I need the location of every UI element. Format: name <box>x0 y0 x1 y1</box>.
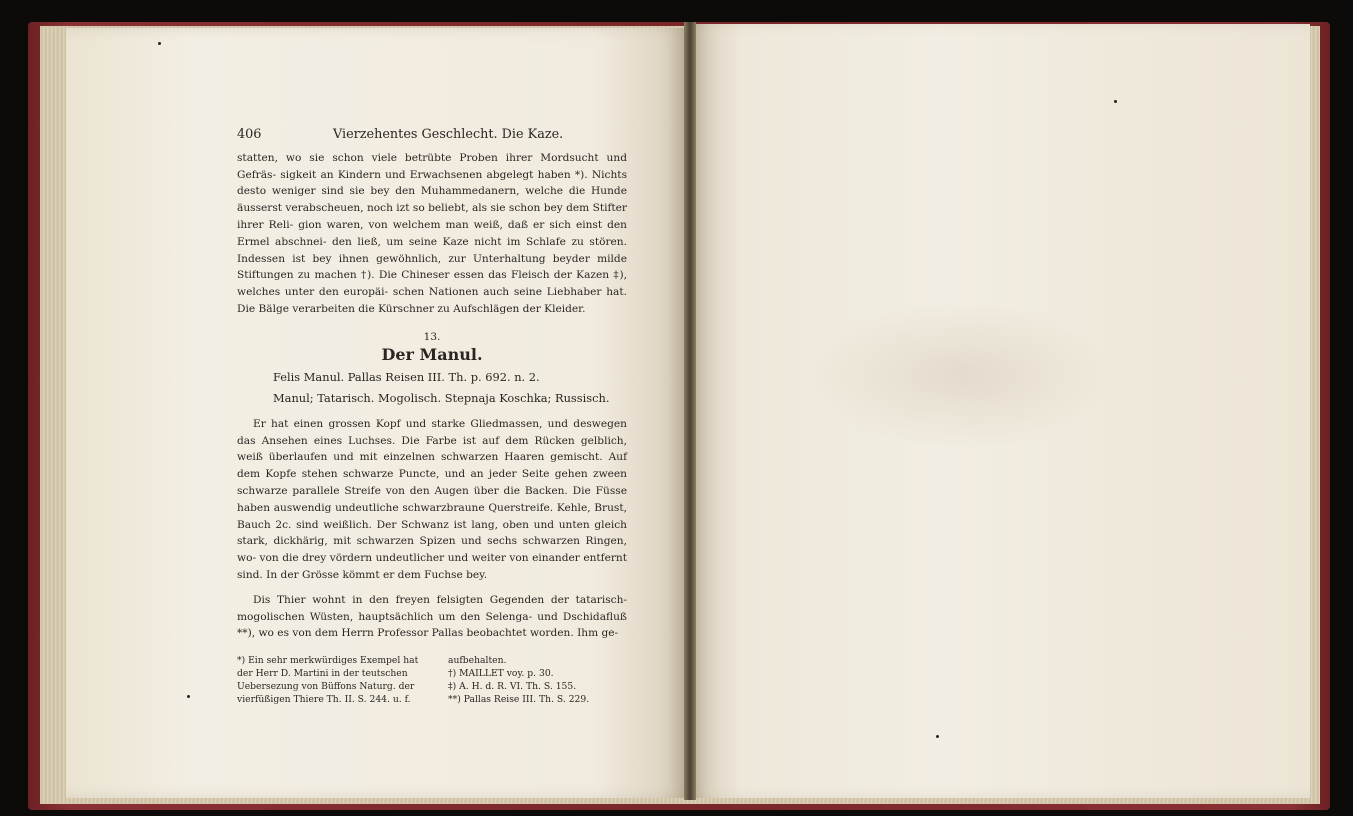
synonym-line: Manul; Tatarisch. Mogolisch. Stepnaja Koschka; Russisch. <box>273 390 610 405</box>
text-line: Er hat einen grossen Kopf und starke Gliedmassen, und deswegen <box>253 417 627 430</box>
text-line: ihnen gewöhnlich, zur Unterhaltung beyder milde Stiftungen zu machen †). <box>237 252 627 282</box>
footnote-line: *) Ein sehr merkwürdiges Exempel hat <box>237 655 419 667</box>
text-line: schen Nationen auch seine Liebhaber hat. Die Bälge verarbeiten die <box>237 286 628 315</box>
text-line: das Ansehen eines Luchses. Die Farbe ist auf dem Rücken gelblich, <box>237 434 627 447</box>
speck <box>936 735 939 738</box>
book-gutter <box>684 22 696 800</box>
text-line: schwarze parallele Streife von den Augen über die Backen. Die Füsse <box>237 484 627 497</box>
text-line: von die drey vördern undeutlicher und weiter von einander entfernt sind. <box>237 552 627 581</box>
text-line: weiß überlaufen und mit einzelnen schwarzen Haaren gemischt. Auf <box>237 451 627 464</box>
running-header <box>237 127 627 144</box>
speck <box>1114 100 1117 103</box>
text-line: Bauch 2c. sind weißlich. Der Schwanz ist lang, oben und unten gleich <box>237 518 627 531</box>
text-line: wo es von dem Herrn Professor Pallas beobachtet worden. Ihm ge- <box>258 627 619 640</box>
text-line: In der Grösse kömmt er dem Fuchse bey. <box>266 568 488 581</box>
habitat-paragraph <box>237 592 627 642</box>
footnote-line: †) MAILLET voy. p. 30. <box>448 668 554 680</box>
footnote-line: **) Pallas Reise III. Th. S. 229. <box>448 694 590 706</box>
text-line: mogolischen Wüsten, hauptsächlich um den Selenga- und Dschidafluß **), <box>237 610 627 640</box>
section-title: Der Manul. <box>381 344 483 364</box>
paragraph-1 <box>237 150 627 318</box>
footnote-line: der Herr D. Martini in der teutschen <box>237 668 408 680</box>
text-line: sigkeit an Kindern und Erwachsenen abgelegt haben *). Nichts desto <box>237 168 627 198</box>
footnotes-left <box>237 654 432 706</box>
text-line: verabscheuen, noch izt so beliebt, als sie schon bey dem Stifter ihrer Reli- <box>237 202 627 231</box>
footnote-line: Uebersezung von Büffons Naturg. der <box>237 681 415 693</box>
text-line: weniger sind sie bey den Muhammedanern, welche die Hunde äusserst <box>237 185 627 215</box>
synonym-line: Felis Manul. Pallas Reisen III. Th. p. 692. n. 2. <box>273 369 540 384</box>
footnote-line: vierfüßigen Thiere Th. II. S. 244. u. f. <box>237 694 411 706</box>
text-line: haben auswendig undeutliche schwarzbraune Querstreife. Kehle, Brust, <box>237 501 627 514</box>
footnotes-right <box>448 654 627 706</box>
page-number: 406 <box>237 127 262 142</box>
text-line: statten, wo sie schon viele betrübte Proben ihrer Mordsucht und Gefräs- <box>237 151 627 181</box>
description-paragraph <box>237 416 627 584</box>
text-line: Kürschner zu Aufschlägen der Kleider. <box>378 302 586 315</box>
text-line: gion waren, von welchem man weiß, daß er sich einst den Ermel abschnei- <box>237 218 627 248</box>
text-line: stark, dickhärig, mit schwarzen Spizen und sechs schwarzen Ringen, wo- <box>237 535 627 565</box>
text-line: den ließ, um seine Kaze nicht im Schlafe zu stören. Indessen ist bey <box>237 235 628 265</box>
speck <box>187 695 190 698</box>
running-head: Vierzehentes Geschlecht. Die Kaze. <box>333 127 564 142</box>
footnote-line: ‡) A. H. d. R. VI. Th. S. 155. <box>448 681 577 693</box>
text-line: Dis Thier wohnt in den freyen felsigten Gegenden der tatarisch- <box>253 593 627 606</box>
text-line: dem Kopfe stehen schwarze Puncte, und an jeder Seite gehen zween <box>237 468 627 481</box>
section-number: 13. <box>423 330 441 343</box>
speck <box>158 42 161 45</box>
page-text <box>237 127 627 706</box>
text-line: Die Chineser essen das Fleisch der Kazen ‡), welches unter den europäi- <box>237 269 627 299</box>
footnote-line: aufbehalten. <box>448 655 507 667</box>
footnotes <box>237 654 627 706</box>
